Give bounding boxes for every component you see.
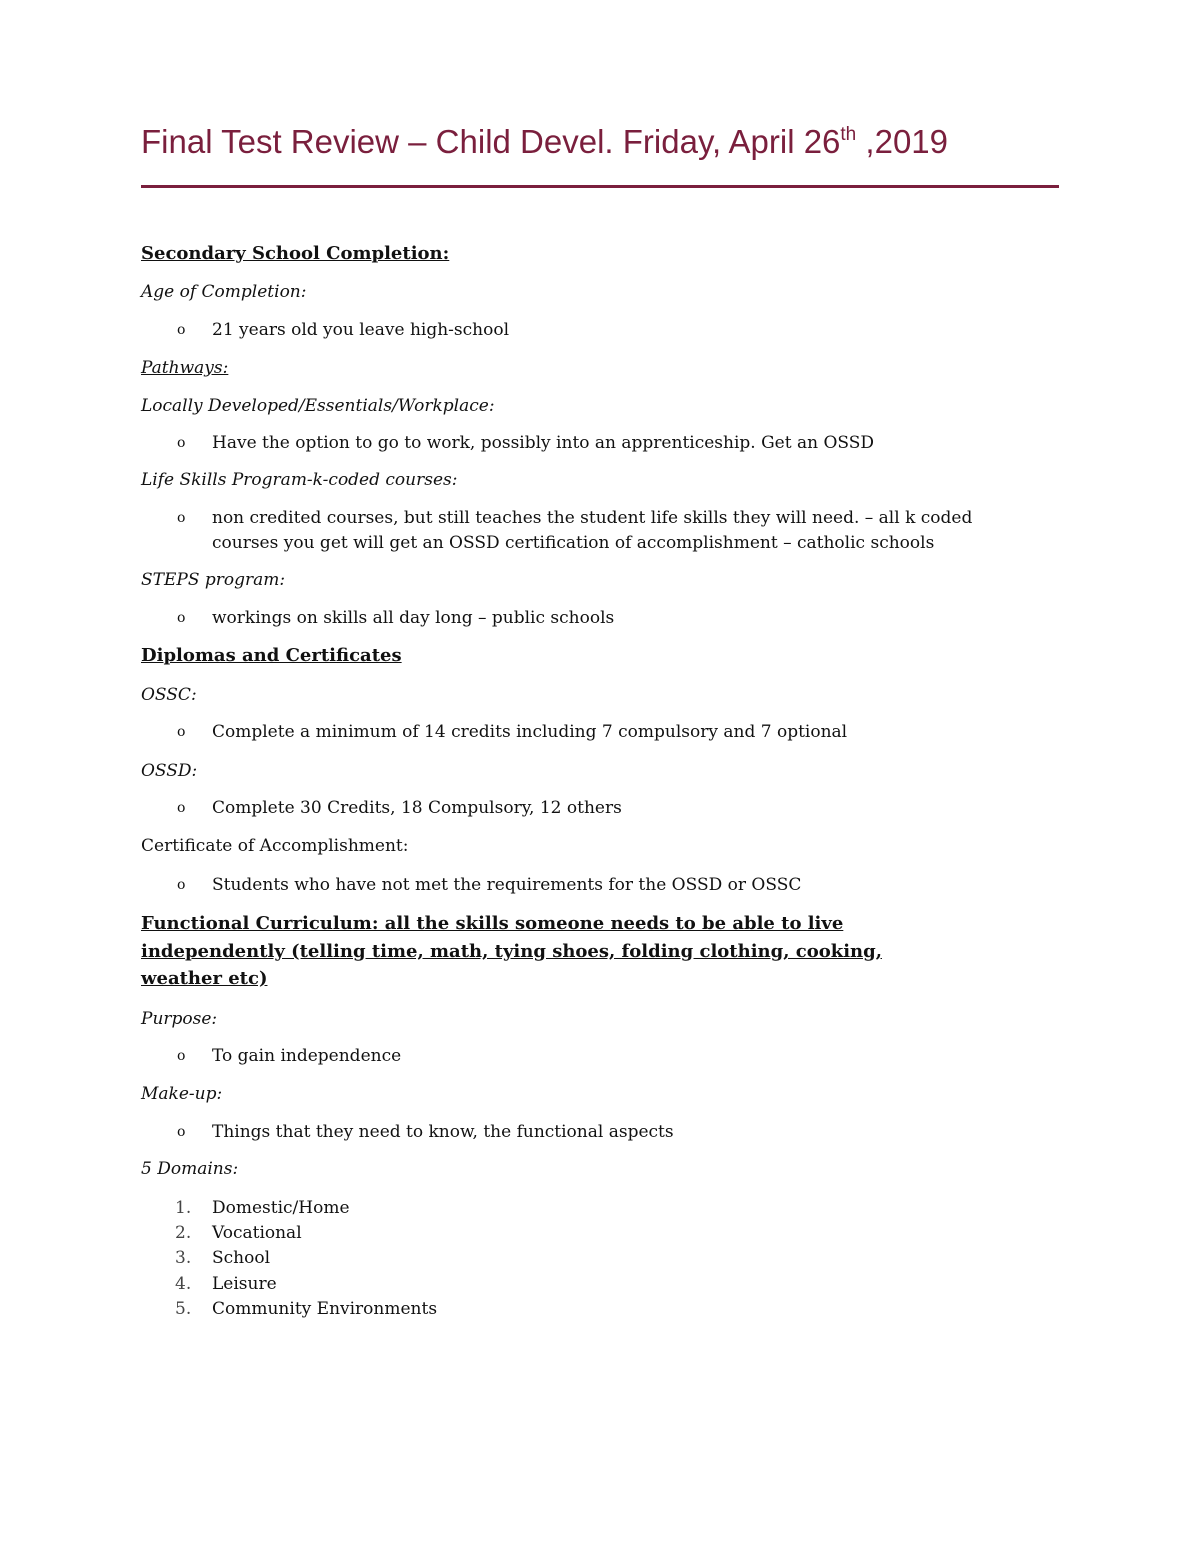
list-item-text: To gain independence <box>212 1046 402 1066</box>
title-main: Final Test Review – Child Devel. Friday, April 26 <box>141 123 841 160</box>
domains-label: 5 Domains: <box>141 1159 239 1179</box>
list-item-text: non credited courses, but still teaches the student life skills they will need. – all k coded <box>212 508 973 528</box>
list-item-text: Students who have not met the requirements for the OSSD or OSSC <box>212 875 802 895</box>
functional-heading-line1: Functional Curriculum: all the skills someone needs to be able to live <box>141 913 844 934</box>
item-text: Domestic/Home <box>212 1198 350 1218</box>
title-superscript: th <box>840 124 857 145</box>
locally-label: Locally Developed/Essentials/Workplace: <box>141 396 495 416</box>
bullet-icon: o <box>177 610 186 626</box>
ossd-label: OSSD: <box>141 761 198 781</box>
bullet-icon: o <box>177 435 186 451</box>
age-label: Age of Completion: <box>141 282 307 302</box>
purpose-label: Purpose: <box>141 1009 218 1029</box>
item-text: School <box>212 1248 271 1268</box>
item-text: Leisure <box>212 1274 277 1294</box>
list-item-text: courses you get will get an OSSD certification of accomplishment – catholic schools <box>212 533 935 553</box>
item-number: 4. <box>175 1274 192 1294</box>
functional-heading-line3: weather etc) <box>141 968 268 989</box>
bullet-icon: o <box>177 1124 186 1140</box>
title-tail: ,2019 <box>856 123 949 160</box>
bullet-icon: o <box>177 1048 186 1064</box>
list-item-text: workings on skills all day long – public schools <box>212 608 615 628</box>
functional-heading-line2: independently (telling time, math, tying shoes, folding clothing, cooking, <box>141 941 882 962</box>
item-number: 1. <box>175 1198 192 1218</box>
item-number: 5. <box>175 1299 192 1319</box>
page-title <box>141 118 948 166</box>
diplomas-heading: Diplomas and Certificates <box>141 645 402 666</box>
secondary-heading: Secondary School Completion: <box>141 243 450 264</box>
bullet-icon: o <box>177 800 186 816</box>
list-item-text: Complete a minimum of 14 credits including 7 compulsory and 7 optional <box>212 722 848 742</box>
bullet-icon: o <box>177 322 186 338</box>
list-item-text: Things that they need to know, the functional aspects <box>212 1122 674 1142</box>
ossc-label: OSSC: <box>141 685 197 705</box>
list-item-text: 21 years old you leave high-school <box>212 320 510 340</box>
certificate-label: Certificate of Accomplishment: <box>141 836 409 856</box>
bullet-icon: o <box>177 724 186 740</box>
item-text: Community Environments <box>212 1299 438 1319</box>
item-text: Vocational <box>212 1223 302 1243</box>
bullet-icon: o <box>177 510 186 526</box>
item-number: 2. <box>175 1223 192 1243</box>
bullet-icon: o <box>177 877 186 893</box>
life-skills-label: Life Skills Program-k-coded courses: <box>141 470 458 490</box>
steps-label: STEPS program: <box>141 570 286 590</box>
list-item-text: Complete 30 Credits, 18 Compulsory, 12 others <box>212 798 622 818</box>
makeup-label: Make-up: <box>141 1084 223 1104</box>
item-number: 3. <box>175 1248 192 1268</box>
pathways-label: Pathways: <box>141 358 229 378</box>
title-divider <box>141 185 1059 188</box>
list-item-text: Have the option to go to work, possibly into an apprenticeship. Get an OSSD <box>212 433 875 453</box>
